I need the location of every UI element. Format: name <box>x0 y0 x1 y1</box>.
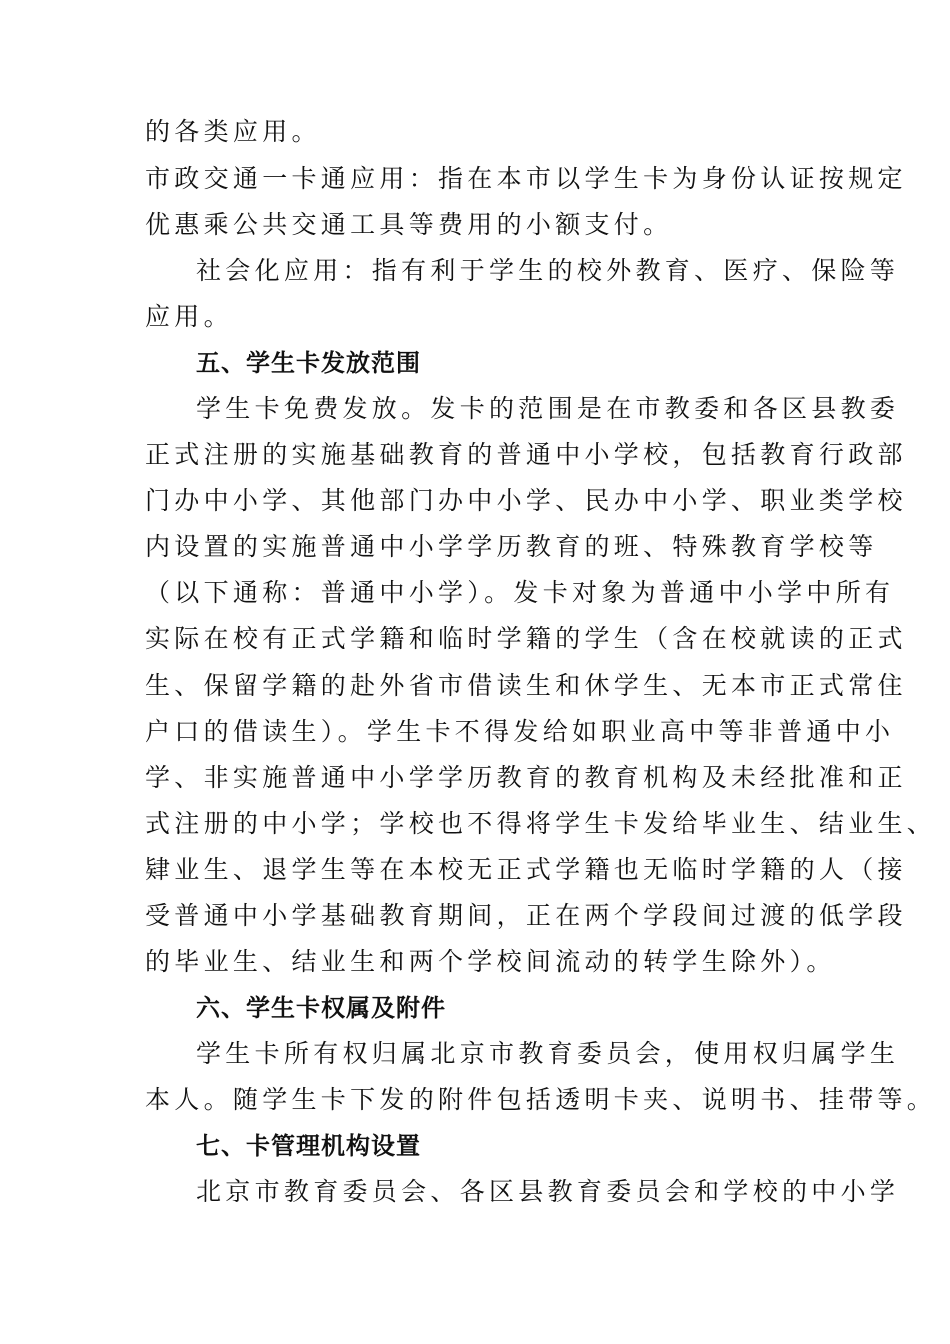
paragraph-line: 的毕业生、结业生和两个学校间流动的转学生除外）。 <box>145 947 836 976</box>
paragraph-line: 户口的借读生）。学生卡不得发给如职业高中等非普通中小 <box>145 717 895 746</box>
paragraph-line: 受普通中小学基础教育期间，正在两个学段间过渡的低学段 <box>145 901 907 930</box>
paragraph-line: 生、保留学籍的赴外省市借读生和休学生、无本市正式常住 <box>145 671 907 700</box>
section-heading-7: 七、卡管理机构设置 <box>196 1132 421 1160</box>
paragraph-line: 式注册的中小学；学校也不得将学生卡发给毕业生、结业生、 <box>145 809 937 838</box>
paragraph-line: 实际在校有正式学籍和临时学籍的学生（含在校就读的正式 <box>145 624 907 653</box>
paragraph-line: 内设置的实施普通中小学学历教育的班、特殊教育学校等 <box>145 532 878 561</box>
paragraph-line: 肄业生、退学生等在本校无正式学籍也无临时学籍的人（接 <box>145 855 907 884</box>
paragraph-line: 学生卡免费发放。发卡的范围是在市教委和各区县教委 <box>196 394 900 423</box>
paragraph-line: 社会化应用：指有利于学生的校外教育、医疗、保险等 <box>196 256 900 285</box>
paragraph-line: 学、非实施普通中小学学历教育的教育机构及未经批准和正 <box>145 763 907 792</box>
paragraph-line: 本人。随学生卡下发的附件包括透明卡夹、说明书、挂带等。 <box>145 1085 937 1114</box>
paragraph-line: 门办中小学、其他部门办中小学、民办中小学、职业类学校 <box>145 486 907 515</box>
section-heading-6: 六、学生卡权属及附件 <box>196 994 446 1022</box>
paragraph-line: 北京市教育委员会、各区县教育委员会和学校的中小学 <box>196 1177 900 1206</box>
paragraph-line: 优惠乘公共交通工具等费用的小额支付。 <box>145 210 673 239</box>
paragraph-line: （以下通称：普通中小学）。发卡对象为普通中小学中所有 <box>145 578 895 607</box>
paragraph-line: 应用。 <box>145 302 233 331</box>
paragraph-line: 市政交通一卡通应用：指在本市以学生卡为身份认证按规定 <box>145 164 907 193</box>
paragraph-line: 的各类应用。 <box>145 117 321 146</box>
paragraph-line: 正式注册的实施基础教育的普通中小学校，包括教育行政部 <box>145 440 907 469</box>
paragraph-line: 学生卡所有权归属北京市教育委员会，使用权归属学生 <box>196 1039 900 1068</box>
section-heading-5: 五、学生卡发放范围 <box>196 349 421 377</box>
